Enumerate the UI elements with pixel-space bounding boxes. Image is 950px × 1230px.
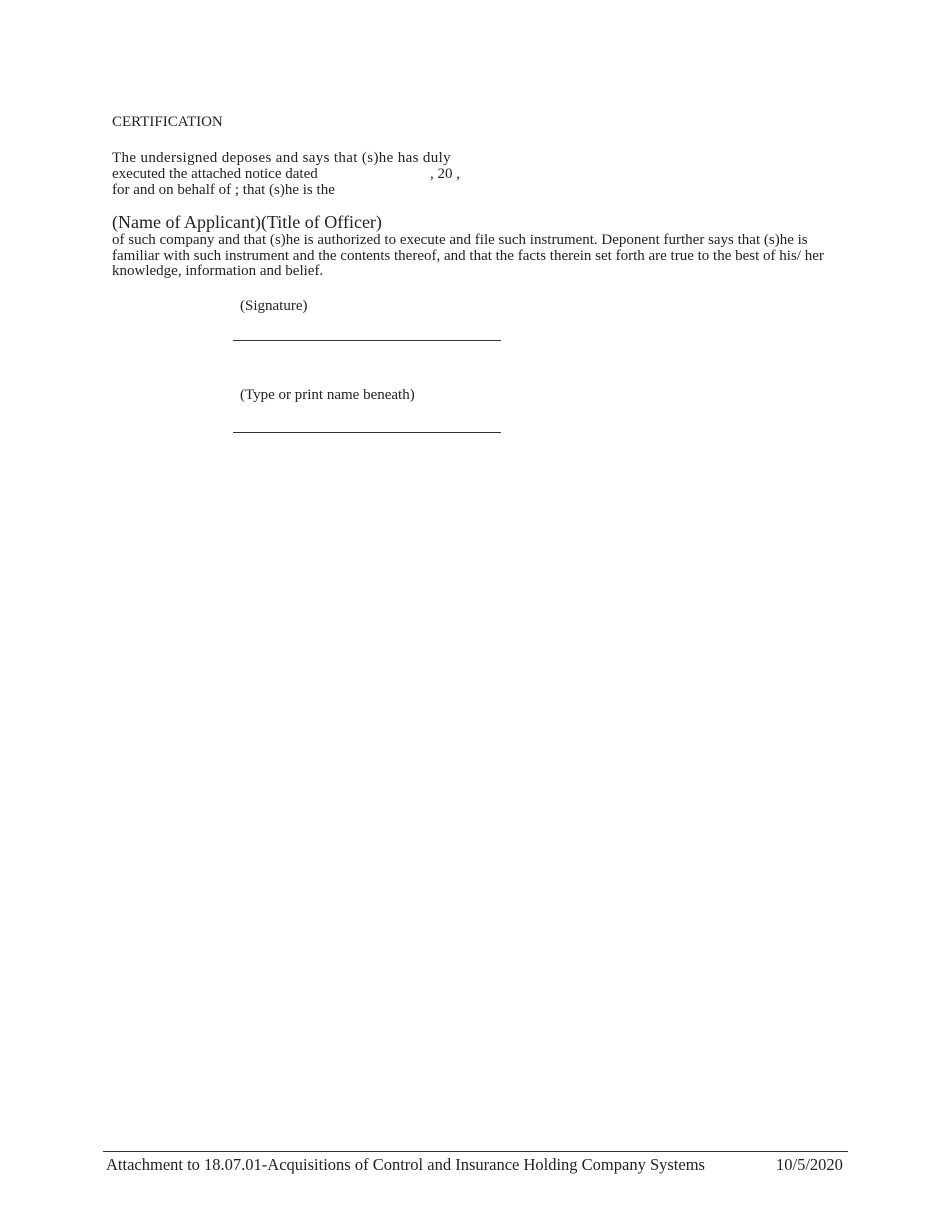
print-name-line[interactable] bbox=[233, 432, 501, 433]
signature-line[interactable] bbox=[233, 340, 501, 341]
deponent-paragraph: of such company and that (s)he is authorized to execute and file such instrument. Deponent further says that (s)he is familiar with such instrument and the contents thereof, and that the facts therein set forth are true to the best of his/ her knowledge, information and belief. bbox=[112, 232, 824, 279]
intro-date-tail: , 20 , bbox=[430, 166, 460, 182]
signature-label: (Signature) bbox=[240, 298, 308, 314]
name-title-caption: (Name of Applicant)(Title of Officer) bbox=[112, 212, 382, 232]
print-name-label: (Type or print name beneath) bbox=[240, 387, 415, 403]
footer-divider bbox=[103, 1151, 848, 1152]
footer-date: 10/5/2020 bbox=[776, 1155, 843, 1174]
intro-line-2: executed the attached notice dated bbox=[112, 166, 318, 182]
intro-line-1: The undersigned deposes and says that (s)he has duly bbox=[112, 150, 451, 166]
certification-heading: CERTIFICATION bbox=[112, 114, 223, 130]
footer-title: Attachment to 18.07.01-Acquisitions of Control and Insurance Holding Company Systems bbox=[106, 1155, 705, 1174]
intro-line-3: for and on behalf of ; that (s)he is the bbox=[112, 182, 335, 198]
